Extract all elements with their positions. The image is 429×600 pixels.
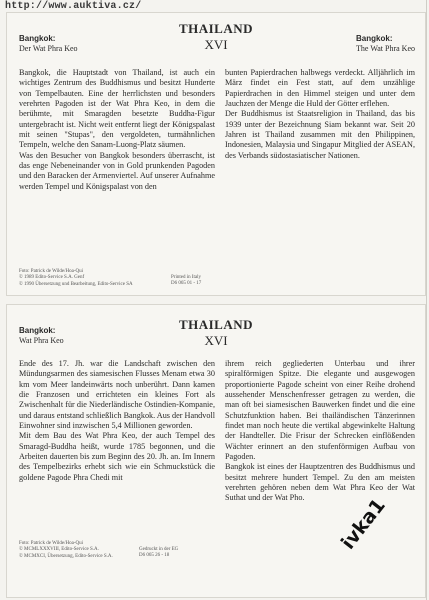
print-line: D6 065 01 - 17 <box>171 281 202 287</box>
card-bottom <box>6 304 426 598</box>
credit-line: Foto: Patrick de Wilde/Hoa-Qui <box>19 541 84 546</box>
paragraph: Bangkok ist eines der Hauptzentren des Buddhismus und besitzt mehrere hundert Tempel. Zu den am meisten verehrten gehören neben dem Wat Phra Keo der Wat Suthat und der Wat Pho. <box>225 462 415 503</box>
paragraph: ihrem reich gegliederten Unterbau und ihrer spiralförmigen Spitze. Die elegante und ausgewogen proportionierte Pagode scheint von einer Reihe drohend aussehender Menschenfresser getragen zu werden, die man oft bei siamesischen Bauwerken findet und die eine Schutzfunktion haben. Bei thailändischen Tänzerinnen findet man noch heute die vertikal abgewinkelte Haltung der Handteller. Die Frisur der Schrecken einflößenden Wächter erinnert an den stufenförmigen Aufbau von Pagoden. <box>225 359 415 462</box>
print-line: D6 065 26 - 18 <box>139 553 170 559</box>
right-subject: The Wat Phra Keo <box>356 44 415 53</box>
card-title: THAILAND <box>178 317 254 332</box>
column-right <box>225 359 415 504</box>
print-line: Gedruckt in der EG <box>139 547 179 552</box>
credit-line: © MCMXCI, Übersetzung, Edito-Service S.A. <box>19 553 113 559</box>
watermark-url: http://www.auktiva.cz/ <box>5 1 142 12</box>
credits <box>19 541 113 560</box>
left-heading <box>19 326 64 346</box>
left-place: Bangkok: <box>19 34 56 43</box>
column-left <box>19 359 215 483</box>
right-place: Bangkok: <box>356 34 393 43</box>
left-place: Bangkok: <box>19 326 56 335</box>
print-line: Printed in Italy <box>171 275 201 280</box>
left-heading <box>19 34 78 54</box>
column-right <box>225 68 415 161</box>
print-info <box>139 547 178 560</box>
paragraph: Bangkok, die Hauptstadt von Thailand, ist auch ein wichtiges Zentrum des Buddhismus und besitzt Hunderte von Tempelbauten. Eine der herrlichsten und besonders verehrten Pagoden ist der Wat Phra Keo, in dem die berühmte, mit Smaragden besetzte Buddha-Figur untergebracht ist. Nicht weit entfernt liegt der Königspalast mit seinen "Stupas", den vergoldeten, turmähnlichen Tempeln, welche den Sanam-Luong-Platz säumen. <box>19 68 215 150</box>
credits <box>19 269 133 288</box>
seller-watermark: ivka1 <box>337 494 390 554</box>
card-top <box>6 12 426 296</box>
paragraph: Der Buddhismus ist Staatsreligion in Thailand, das bis 1939 unter der Bezeichnung Siam bekannt war. Seit 20 Jahren ist Thailand zusammen mit den Philippinen, Indonesien, Malaysia und Singapur Mitglied der ASEAN, des Verbands südostasiatischer Nationen. <box>225 109 415 160</box>
column-left <box>19 68 215 192</box>
print-info <box>171 275 201 288</box>
credit-line: © 1990 Übersetzung und Bearbeitung, Edito-Service SA <box>19 281 133 287</box>
paragraph: Mit dem Bau des Wat Phra Keo, der auch Tempel des Smaragd-Buddha heißt, wurde 1785 begonnen, und die Arbeiten dauerten bis zum Beginn des 20. Jh. an. Im Innern des Tempelbezirks erhebt sich wie ein Schmuckstück die goldene Pagode Phra Chedi mit <box>19 431 215 482</box>
left-subject: Der Wat Phra Keo <box>19 44 78 53</box>
card-number: XVI <box>204 333 228 348</box>
credit-line: © MCMLXXXVIII, Edito-Service S.A. <box>19 547 99 553</box>
left-subject: Wat Phra Keo <box>19 336 64 345</box>
card-title: THAILAND <box>178 21 254 36</box>
card-number: XVI <box>204 37 228 52</box>
paragraph: Was den Besucher von Bangkok besonders überrascht, ist das enge Nebeneinander von in Gold prunkenden Pagoden und den Baracken der Armenviertel. Auf unserer Aufnahme werden Tempel und Königspalast von den <box>19 150 215 191</box>
paragraph: bunten Papierdrachen halbwegs verdeckt. Alljährlich im März findet ein Fest statt, auf dem unzählige Papierdrachen in den Himmel steigen und unter dem Jauchzen der Menge die Huld der Götter erflehen. <box>225 68 415 109</box>
right-heading <box>356 34 415 54</box>
scan-edge <box>426 0 427 600</box>
paragraph: Ende des 17. Jh. war die Landschaft zwischen den Mündungsarmen des siamesischen Flusses Menam etwa 30 km vom Meer landeinwärts noch unberührt. Dann kamen die Franzosen und errichteten ein kleines Fort als Zwischenhalt für die Niederländische Ostindien-Kompanie, und daraus entstand schließlich Bangkok. Aus der Handvoll Einwohner sind inzwischen 5,4 Millionen geworden. <box>19 359 216 431</box>
credit-line: © 1989 Edito-Service S.A. Genf <box>19 275 85 281</box>
credit-line: Foto: Patrick de Wilde/Hoa-Qui <box>19 269 84 274</box>
